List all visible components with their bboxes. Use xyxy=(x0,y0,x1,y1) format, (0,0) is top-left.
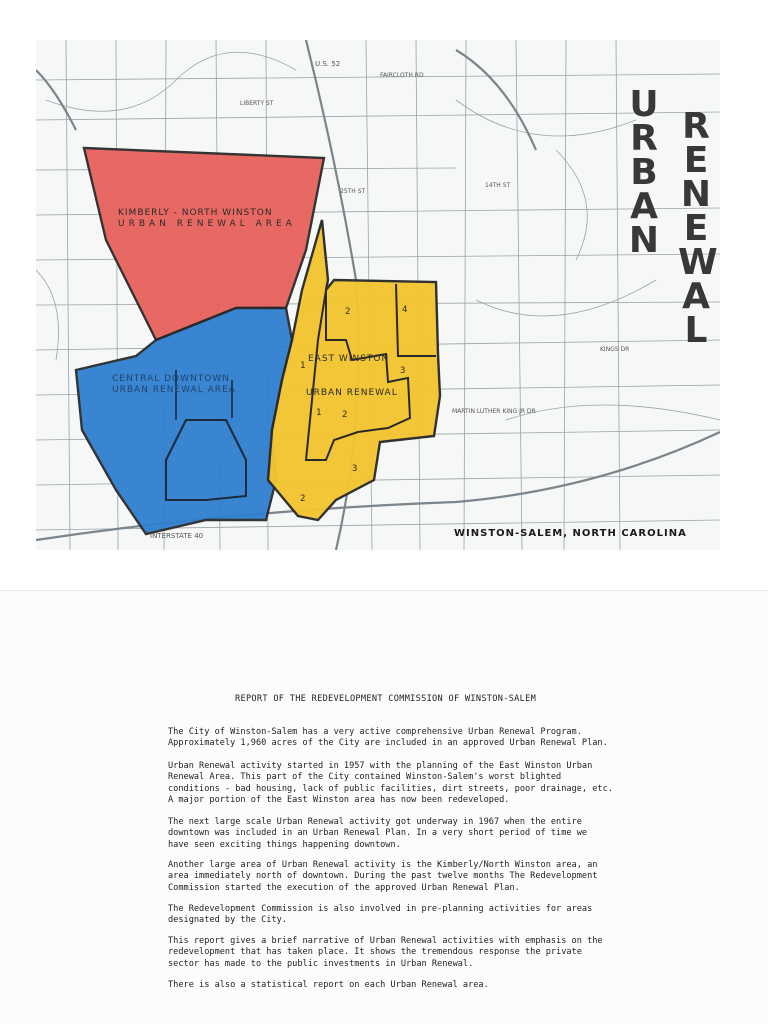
title-urban xyxy=(626,84,662,261)
report-paragraph: This report gives a brief narrative of Urban Renewal activities with emphasis on the redevelopment that has taken place. It shows the tremendous response the private sector has made to the public investments in Urban Renewal. xyxy=(168,936,603,969)
report-title: REPORT OF THE REDEVELOPMENT COMMISSION OF WINSTON-SALEM xyxy=(235,694,537,704)
map-caption: WINSTON-SALEM, NORTH CAROLINA xyxy=(454,528,687,539)
urban-letter: U xyxy=(629,84,659,125)
report-paragraph: The Redevelopment Commission is also involved in pre-planning activities for areas designated by the City. xyxy=(168,904,593,926)
street-label: 14TH ST xyxy=(485,182,511,189)
section-number: 2 xyxy=(342,410,348,420)
report-paragraph: The next large scale Urban Renewal activity got underway in 1967 when the entire downtown was included in an Urban Renewal Plan. In a very short period of time we have seen exciting things happening downtown. xyxy=(168,817,588,850)
section-number: 1 xyxy=(300,361,306,371)
urban-letter: N xyxy=(628,220,660,261)
street-label: MARTIN LUTHER KING JR DR xyxy=(452,408,536,415)
kimberly-label-line2: URBAN RENEWAL AREA xyxy=(118,219,296,229)
section-number: 3 xyxy=(400,366,406,376)
urban-renewal-map xyxy=(36,40,720,550)
urban-letter: A xyxy=(630,186,658,227)
title-renewal xyxy=(678,106,718,351)
renewal-letter: R xyxy=(682,106,710,147)
section-number: 2 xyxy=(345,307,351,317)
kimberly-label-line1: KIMBERLY - NORTH WINSTON xyxy=(118,208,273,218)
kimberly-area-label xyxy=(118,208,296,230)
renewal-letter: L xyxy=(684,310,708,351)
section-number: 2 xyxy=(300,494,306,504)
street-label: U.S. 52 xyxy=(315,60,341,68)
renewal-letter: E xyxy=(683,208,709,249)
east-label-line2: URBAN RENEWAL xyxy=(306,388,398,398)
urban-letter: R xyxy=(630,118,658,159)
street-label: INTERSTATE 40 xyxy=(150,532,204,540)
renewal-letter: W xyxy=(678,242,718,283)
east-label-line1: EAST WINSTON xyxy=(308,354,390,364)
urban-letter: B xyxy=(630,152,658,193)
east-winston-label xyxy=(308,352,389,366)
central-label-line2: URBAN RENEWAL AREA xyxy=(112,385,236,395)
central-area-label xyxy=(112,374,236,396)
report-paragraph: Another large area of Urban Renewal activity is the Kimberly/North Winston area, an area immediately north of downtown. During the past twelve months The Redevelopment Commission started the execution of the approved Urban Renewal Plan. xyxy=(168,860,598,893)
street-label: 25TH ST xyxy=(340,188,366,195)
street-label: KINGS DR xyxy=(600,346,630,353)
central-label-line1: CENTRAL DOWNTOWN xyxy=(112,374,230,384)
report-paragraph: There is also a statistical report on each Urban Renewal area. xyxy=(168,980,489,990)
report-paragraph: The City of Winston-Salem has a very active comprehensive Urban Renewal Program. Approximately 1,960 acres of the City are included in an approved Urban Renewal Plan. xyxy=(168,727,608,749)
section-number: 1 xyxy=(316,408,322,418)
section-number: 3 xyxy=(352,464,358,474)
renewal-letter: A xyxy=(682,276,710,317)
street-label: LIBERTY ST xyxy=(240,100,274,107)
street-label: FAIRCLOTH RD xyxy=(380,72,424,79)
section-number: 4 xyxy=(402,305,408,315)
report-paragraph: Urban Renewal activity started in 1957 with the planning of the East Winston Urban Renewal Area. This part of the City contained Winston-Salem's worst blighted conditions - bad housing, lack of public facilities, dirt streets, poor drainage, etc. A major portion of the East Winston area has now been redeveloped. xyxy=(168,761,613,805)
renewal-letter: E xyxy=(683,140,709,181)
renewal-letter: N xyxy=(680,174,712,215)
